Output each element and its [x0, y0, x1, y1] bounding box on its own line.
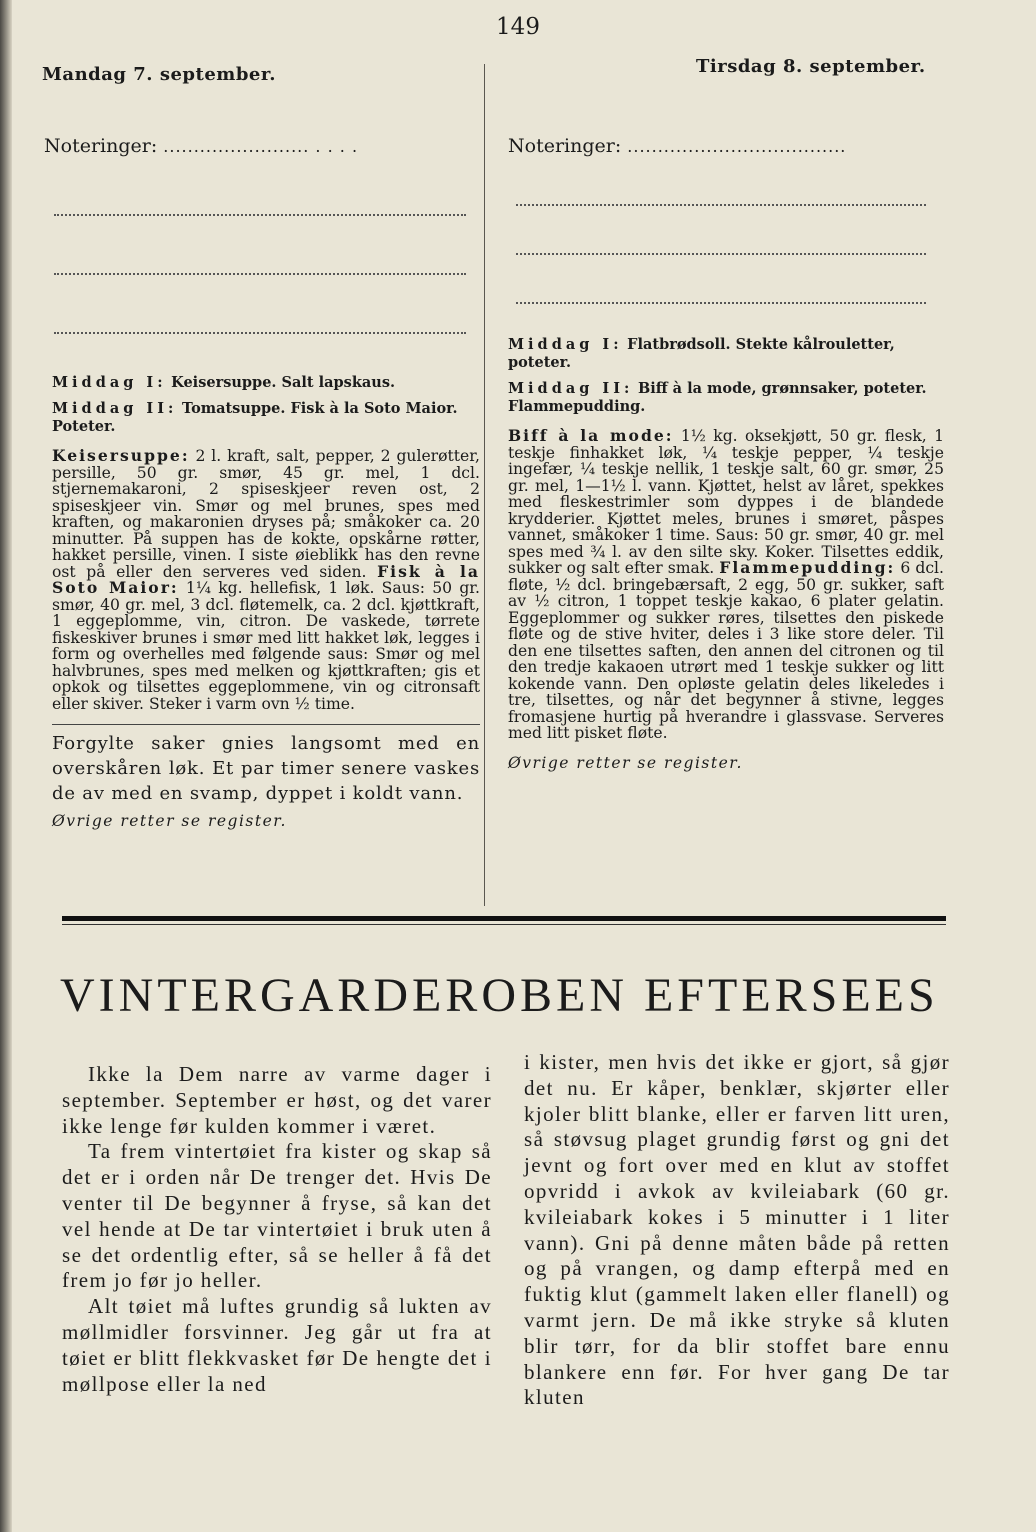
page-number: 149	[496, 14, 540, 40]
recipe-title: Flammepudding:	[719, 558, 896, 577]
recipe-title: Fisk à la Soto Maior:	[52, 561, 480, 597]
dinner-label: Middag II:	[52, 400, 178, 417]
notes-dots: ........................ . . . .	[163, 137, 359, 156]
recipe-title: Biff à la mode:	[508, 426, 674, 445]
recipe-block	[508, 428, 944, 742]
dinner-label: Middag II:	[508, 380, 634, 397]
day-column-tuesday	[508, 56, 944, 772]
recipe-block	[52, 448, 480, 712]
notes-label: Noteringer:	[44, 135, 158, 157]
recipe-title: Keisersuppe:	[52, 446, 190, 465]
dinner-dish: Biff à la mode, grønnsaker, poteter. Flammepudding.	[508, 380, 927, 415]
day-date: Mandag 7. september.	[42, 64, 276, 85]
section-rule-thin	[62, 924, 946, 925]
dinner-dish: Tomatsuppe. Fisk à la Soto Maior. Poteter.	[52, 400, 458, 435]
column-divider	[484, 64, 485, 906]
article-paragraph: Ta frem vintertøiet fra kister og skap så det er i orden når De trenger det. Hvis De venter til De begynner å fryse, så kan det vel hende at De tar vintertøiet i bruk uten å se det ordentlig efter, så se heller å få det frem jo før jo heller.	[62, 1139, 492, 1293]
dinner-dish: Flatbrødsoll. Stekte kålrouletter, poteter.	[508, 336, 895, 371]
recipe-body: 1½ kg. oksekjøtt, 50 gr. flesk, 1 teskje finhakket løk, ¼ teskje pepper, ¼ teskje ingefær, ¼ teskje nellik, 1 teskje salt, 60 gr. smør, 25 gr. mel, 1—1½ l. vann. Kjøttet, helst av låret, spekkes med fleskestrimler som dyppes i de blandede krydderier. Kjøttet meles, brunes i smøret, påspes vannet, småkoker 1 time. Saus: 50 gr. smør, 40 gr. mel spes med ¾ l. av den silte sky. Koker. Tilsettes eddik, sukker og salt efter smak.	[508, 427, 944, 577]
article-column-right	[524, 1050, 950, 1411]
dinner-label: Middag I:	[508, 336, 623, 353]
tip-divider	[52, 724, 480, 725]
article-headline: VINTERGARDEROBEN EFTERSEES	[60, 969, 939, 1022]
article-paragraph: Alt tøiet må luftes grundig så lukten av møllmidler forsvinner. Jeg går ut fra at tøiet er blitt flekkvasket før De hengte det i møllpose eller la ned	[62, 1294, 492, 1396]
dinner-entry	[52, 374, 480, 392]
notes-line	[516, 252, 926, 255]
recipe-body: 6 dcl. fløte, ½ dcl. bringebærsaft, 2 egg, 50 gr. sukker, saft av ½ citron, 1 toppet teskje kakao, 6 plater gelatin. Eggeplommer og sukker røres, tilsettes den piskede fløte og de stive hviter, deles i 3 like store deler. Til den ene tilsettes saften, den annen del citronen og til den tredje kakaoen utrørt med 1 teskje sukker og litt kokende vann. Den opløste gelatin deles likeledes i tre, tilsettes, og når det begynner å stivne, legges fromasjene hurtig på hverandre i glassvase. Serveres med litt pisket fløte.	[508, 559, 944, 742]
dinner-menu	[508, 336, 944, 416]
dinner-entry	[52, 400, 480, 436]
notes-line	[54, 272, 466, 275]
notes-label-row	[508, 135, 944, 157]
section-rule	[62, 916, 946, 921]
dinner-entry	[508, 380, 944, 416]
dinner-label: Middag I:	[52, 374, 167, 391]
article-paragraph: i kister, men hvis det ikke er gjort, så gjør det nu. Er kåper, benklær, skjørter eller kjoler blitt blanke, eller er farven litt uren, så støvsug plaget grundig først og gni det jevnt og fort over med en klut av stoffet opvridd i avkok av kvileiabark (60 gr. kvileiabark kokes i 5 minutter i 1 liter vann). Gni på denne måten både på retten og på vrangen, og damp efterpå med en fuktig klut (gammelt laken eller flanell) og varmt jern. De må ikke stryke så kluten blir tørr, for da blir stoffet bare ennu blankere enn før. For hver gang De tar kluten	[524, 1050, 950, 1410]
dinner-entry	[508, 336, 944, 372]
page-binding-shadow	[0, 0, 12, 1532]
notes-line	[54, 213, 466, 216]
household-tip: Forgylte saker gnies langsomt med en overskåren løk. Et par timer senere vaskes de av med en svamp, dyppet i koldt vann.	[52, 733, 480, 804]
recipe-body: 2 l. kraft, salt, pepper, 2 gulerøtter, persille, 50 gr. smør, 45 gr. mel, 1 dcl. stjernemakaroni, 2 spiseskjeer reven ost, 2 spiseskjeer vin. Smør og mel brunes, spes med kraften, og makaronien dryses på; småkoker ca. 20 minutter. På suppen has de kokte, opskårne røtter, hakket persille, vinen. I siste øieblikk has den revne ost på eller den serveres ved siden.	[52, 447, 480, 581]
notes-label: Noteringer:	[508, 135, 622, 157]
dinner-menu	[52, 374, 480, 436]
article-paragraph: Ikke la Dem narre av varme dager i september. September er høst, og det varer ikke lenge før kulden kommer i været.	[62, 1062, 492, 1138]
other-dishes-note: Øvrige retter se register.	[508, 753, 743, 772]
day-date: Tirsdag 8. september.	[696, 56, 926, 77]
notes-line	[516, 203, 926, 206]
notes-label-row	[44, 135, 480, 157]
dinner-dish: Keisersuppe. Salt lapskaus.	[171, 374, 396, 391]
article-column-left	[62, 1062, 492, 1397]
notes-line	[54, 331, 466, 334]
notes-dots: ....................................	[627, 137, 847, 156]
other-dishes-note: Øvrige retter se register.	[52, 812, 287, 830]
day-column-monday	[42, 64, 480, 830]
recipe-body: 1¼ kg. hellefisk, 1 løk. Saus: 50 gr. smør, 40 gr. mel, 3 dcl. fløtemelk, ca. 2 dcl. kjøttkraft, 1 eggeplomme, vin, citron. De vaskede, tørrete fiskeskiver brunes i smør med litt hakket løk, legges i form og overhelles med følgende saus: Smør og mel halvbrunes, spes med melken og kjøttkraften; gis et opkok og tilsettes eggeplommene, vin og citronsaft eller skiver. Steker i varm ovn ½ time.	[52, 579, 480, 713]
notes-line	[516, 301, 926, 304]
